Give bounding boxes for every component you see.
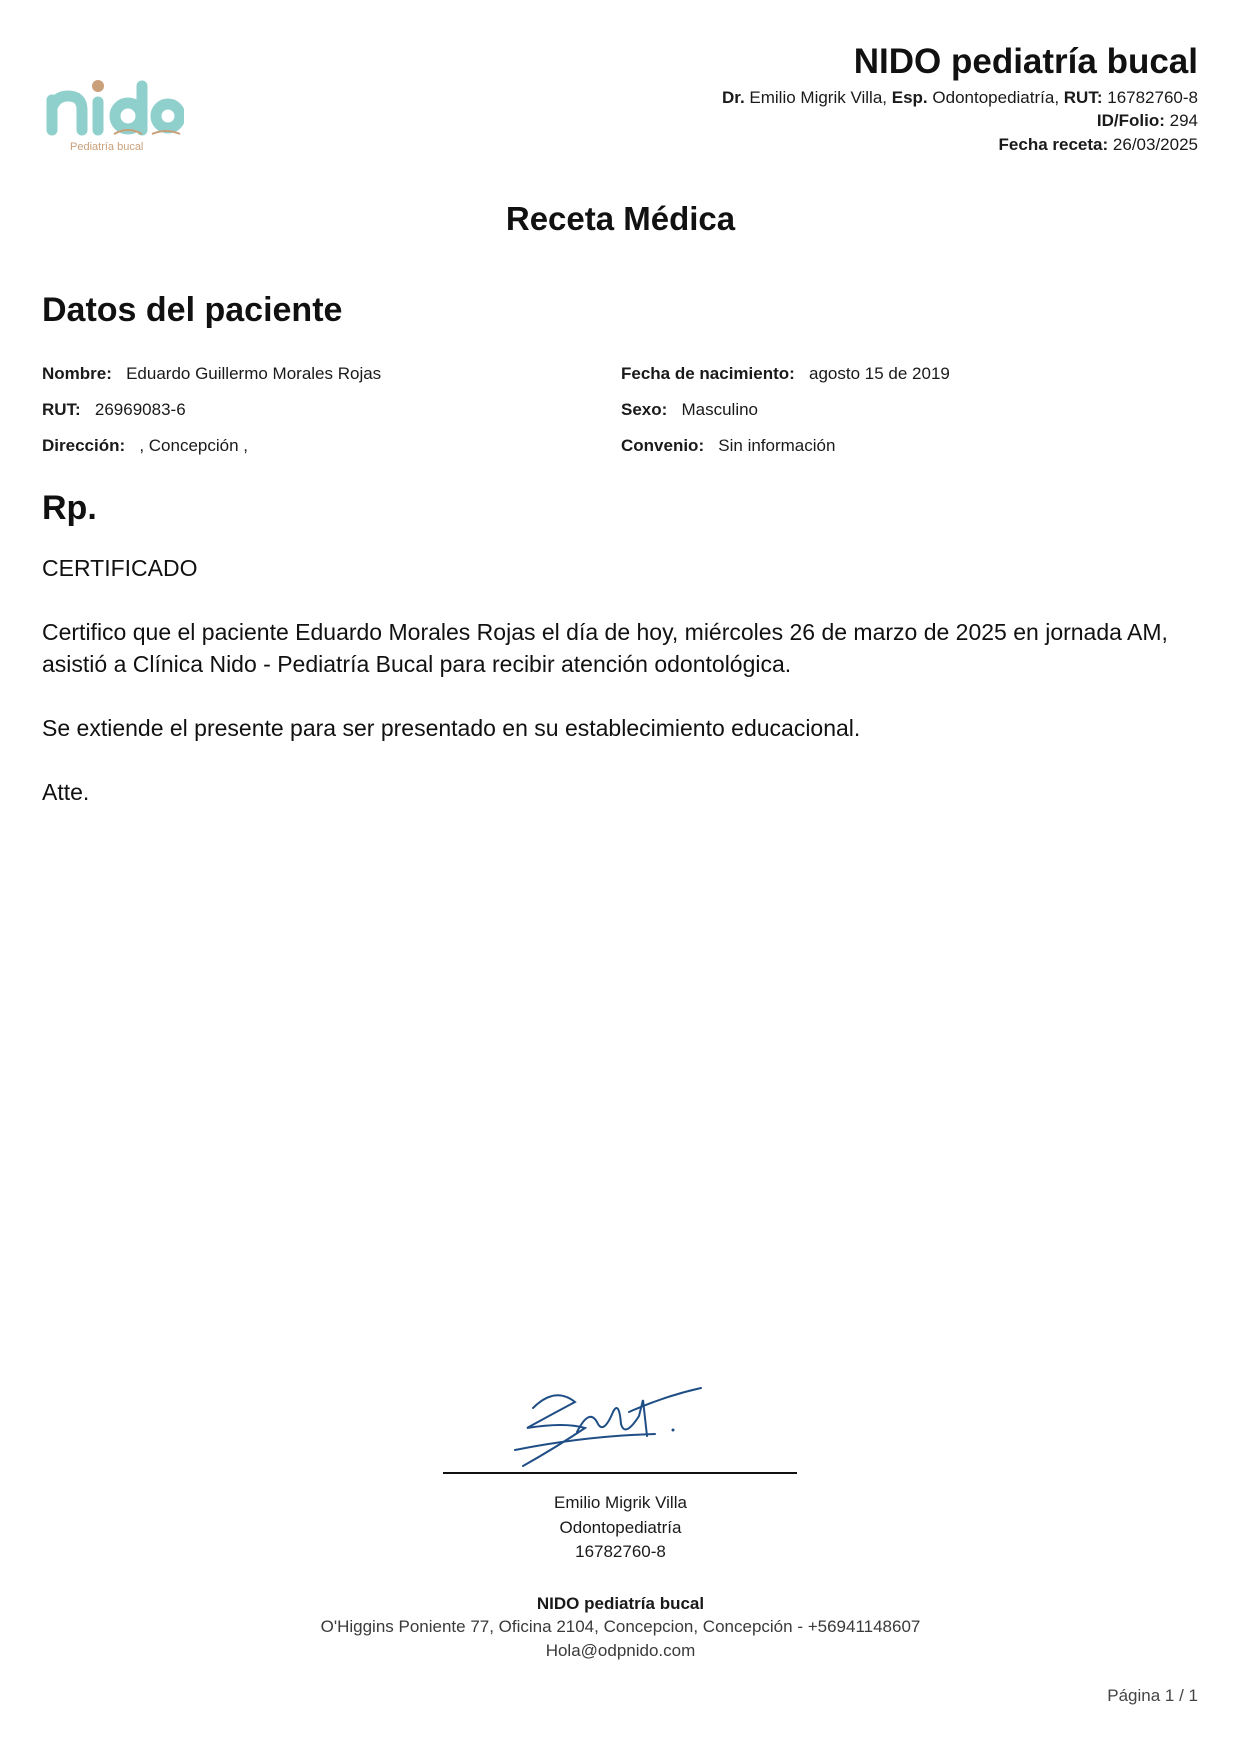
date-line: Fecha receta: 26/03/2025 [998, 135, 1198, 154]
signer-name: Emilio Migrik Villa [554, 1493, 687, 1512]
certificate-closing: Atte. [42, 779, 90, 805]
page-number: Página 1 / 1 [1107, 1686, 1198, 1705]
signature-line [443, 1472, 797, 1474]
folio-line: ID/Folio: 294 [1096, 111, 1198, 130]
footer-email: Hola@odpnido.com [545, 1641, 696, 1660]
patient-agreement-field: Convenio: Sin información [621, 436, 836, 455]
certificate-heading: CERTIFICADO [42, 555, 198, 581]
doctor-line: Dr. Emilio Migrik Villa, Esp. Odontopediatría, RUT: 16782760-8 [721, 88, 1198, 107]
handwritten-signature [505, 1378, 715, 1478]
signer-rut: 16782760-8 [575, 1542, 666, 1561]
patient-name-field: Nombre: Eduardo Guillermo Morales Rojas [42, 364, 382, 383]
clinic-logo [44, 74, 184, 154]
patient-birth-field: Fecha de nacimiento: agosto 15 de 2019 [621, 364, 950, 383]
signer-specialty: Odontopediatría [559, 1518, 682, 1537]
certificate-paragraph: Certifico que el paciente Eduardo Morales Rojas el día de hoy, miércoles 26 de marzo de 2025 en jornada AM, asistió a Clínica Nido - Pediatría Bucal para recibir atención odontológica. [42, 619, 1168, 677]
patient-address-field: Dirección: , Concepción , [42, 436, 248, 455]
document-title: Receta Médica [505, 200, 736, 237]
patient-rut-field: RUT: 26969083-6 [42, 400, 186, 419]
patient-sex-field: Sexo: Masculino [621, 400, 759, 419]
certificate-purpose: Se extiende el presente para ser presentado en su establecimiento educacional. [42, 715, 861, 741]
patient-section-title: Datos del paciente [42, 291, 343, 329]
footer-address: O'Higgins Poniente 77, Oficina 2104, Concepcion, Concepción - +56941148607 [320, 1617, 921, 1636]
footer-clinic-name: NIDO pediatría bucal [536, 1594, 705, 1613]
clinic-name: NIDO pediatría bucal [853, 42, 1198, 81]
svg-text:Pediatría bucal: Pediatría bucal [70, 141, 144, 153]
rp-heading: Rp. [42, 489, 97, 527]
